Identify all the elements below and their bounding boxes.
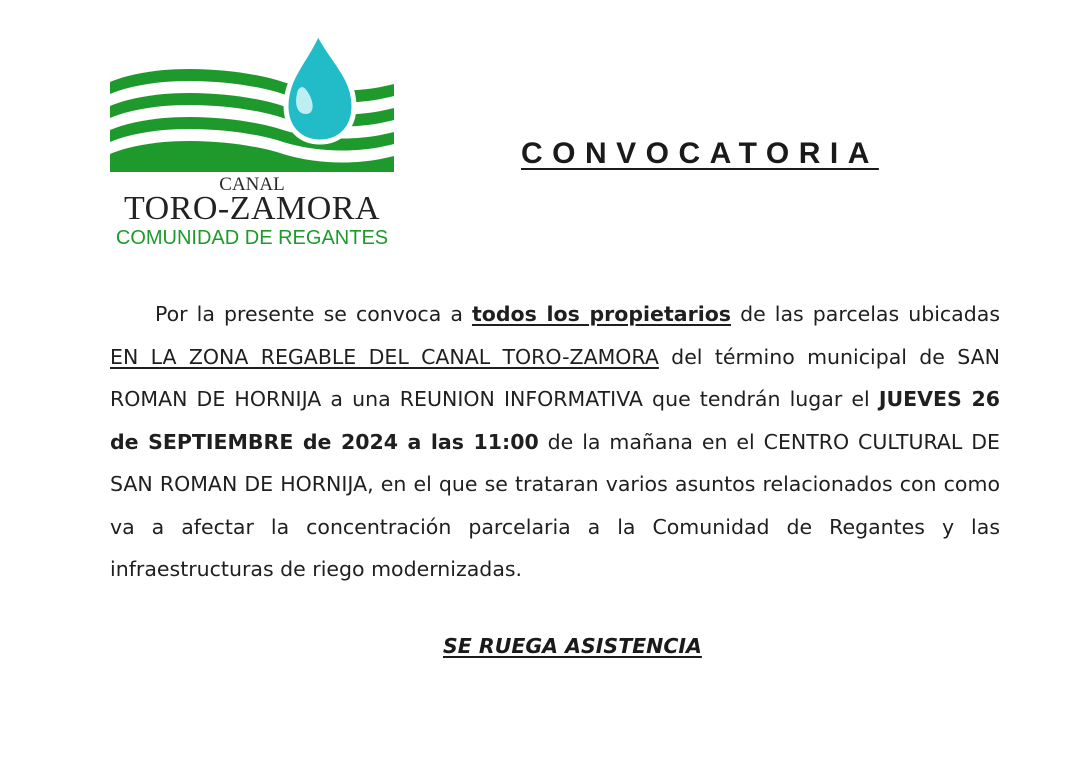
document-title: CONVOCATORIA: [521, 137, 879, 170]
paragraph-date-emphasis: JUEVES 26 de SEPTIEMBRE de 2024 a las 11:00: [110, 387, 1000, 454]
logo-waves-drop-graphic: [108, 30, 396, 180]
paragraph-owners-emphasis: todos los propietarios: [471, 302, 732, 326]
water-drop-icon: [286, 32, 354, 142]
paragraph-segment: del término municipal de SAN ROMAN DE HORNIJA a una REUNION INFORMATIVA que tendrán lugar el: [110, 344, 1000, 411]
paragraph-segment: Por la presente se convoca a: [155, 302, 472, 326]
body-paragraph: [110, 293, 1000, 591]
logo-toro-zamora-text: TORO-ZAMORA: [123, 190, 381, 227]
closing-note: SE RUEGA ASISTENCIA: [443, 634, 702, 658]
logo: [108, 30, 396, 250]
logo-comunidad-text: COMUNIDAD DE REGANTES: [115, 227, 389, 249]
paragraph-segment: de la mañana en el CENTRO CULTURAL DE SAN ROMAN DE HORNIJA, en el que se trataran varios asuntos relacionados con como va a afectar la concentración parcelaria a la Comunidad de Regantes y las infraestructuras de riego modernizadas.: [110, 429, 1000, 581]
logo-canal-text: CANAL: [219, 174, 285, 195]
paragraph-zone-underlined: EN LA ZONA REGABLE DEL CANAL TORO-ZAMORA: [110, 344, 659, 369]
paragraph-segment: de las parcelas ubicadas: [731, 302, 1000, 326]
